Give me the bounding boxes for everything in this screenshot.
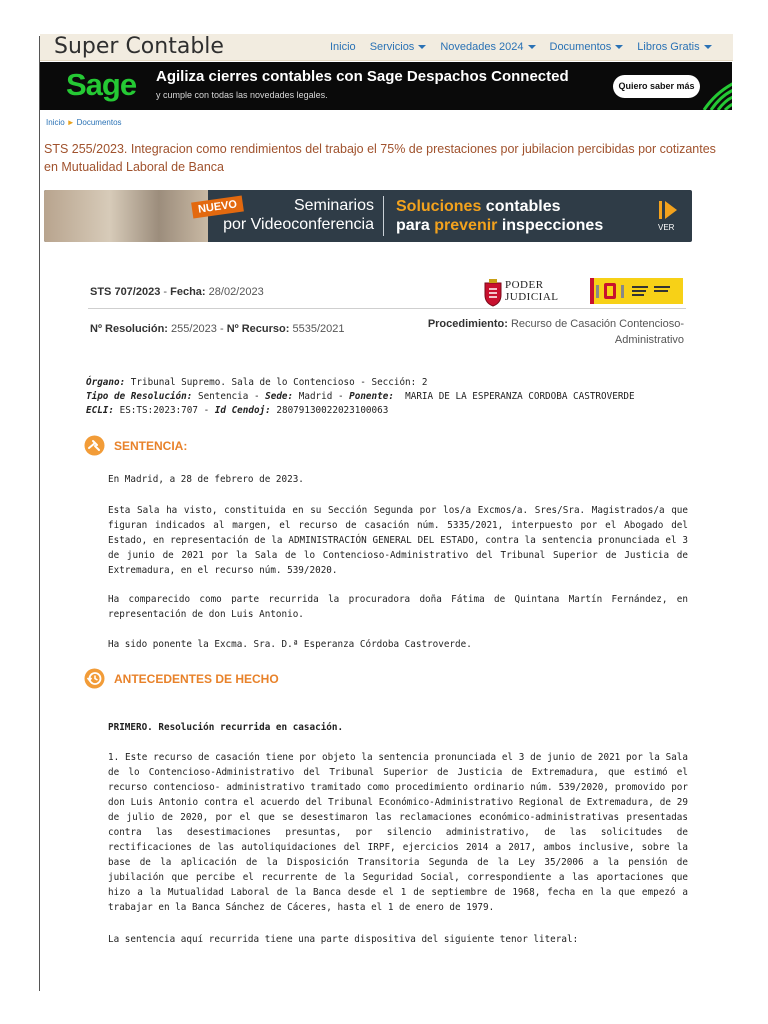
page-title: STS 255/2023. Integracion como rendimientos del trabajo el 75% de prestaciones por jubilacion percibidas por cotizantes en Mutualidad Laboral de Banca [44,142,716,174]
breadcrumb-documentos[interactable]: Documentos [76,118,122,127]
nav-documentos[interactable]: Documentos [550,41,624,53]
seminar-text-line1: Seminarios [293,197,374,214]
main-nav [330,41,726,53]
seminar-ver-button[interactable]: VER [658,223,675,232]
paragraph-comparecido: Ha comparecido como parte recurrida la procuradora doña Fátima de Quintana Martín Fernández, en representación de don Luis Antonio. [108,594,688,620]
gobierno-espana-logo [590,278,683,304]
section-sentencia [84,435,187,456]
decorative-stripes-icon [702,62,732,110]
paragraph-recurso-casacion: 1. Este recurso de casación tiene por objeto la sentencia pronunciada el 3 de junio de 2021 por la Sala de lo Contencioso-Administrativo del Tribunal Superior de Justicia de Extremadura, que estimó el recurso contencioso- administrativo tramitado como procedimiento ordinario núm. 539/2020, promovido por don Luis Antonio contra el acuerdo del Tribunal Económico-Administrativo Regional de Extremadura, de 29 de julio de 2020, por el que se desestimaron las reclamaciones económico-administrativas presentadas contra las desestimaciones presuntas, por silencio administrativo, de las solicitudes de rectificaciones de las autoliquidaciones del IRPF, ejercicios 2014 a 2017, ambos inclusive, sobre la base de la aplicación de la Disposición Transitoria Segunda de la Ley 35/2006 a la pensión de jubilación que percibe el recurrente de la Seguridad Social, correspondiente a las aportaciones que hizo a la Mutualidad Laboral de la Banca desde el 1 de septiembre de 1968, fecha en la que empezó a trabajar en la Banca Sánchez de Cáceres, hasta el 1 de enero de 1979. [108,752,688,913]
sage-cta-button[interactable]: Quiero saber más [613,75,700,98]
section-title: SENTENCIA: [114,438,188,453]
ficha-divider [88,308,686,309]
history-icon [84,668,105,689]
chevron-down-icon [528,45,536,49]
paragraph-fecha: En Madrid, a 28 de febrero de 2023. [108,474,304,485]
breadcrumb-separator-icon: ► [66,118,75,127]
site-logo[interactable]: Super Contable [54,34,224,59]
section-antecedentes [84,668,279,689]
spain-coat-of-arms-icon [590,278,683,304]
nav-libros-gratis[interactable]: Libros Gratis [637,41,711,53]
paragraph-ponente: Ha sido ponente la Excma. Sra. D.ª Esperanza Córdoba Castroverde. [108,639,472,650]
poder-judicial-crest-icon [481,279,505,307]
meta-tipo: Tipo de Resolución: Sentencia - Sede: Madrid - Ponente: MARIA DE LA ESPERANZA CORDOBA CASTROVERDE [86,391,635,402]
seminar-headline-line1: Soluciones contables [396,198,561,215]
breadcrumb [46,118,122,127]
poder-judicial-logo: PODER JUDICIAL [505,279,559,303]
meta-ecli: ECLI: ES:TS:2023:707 - Id Cendoj: 28079130022023100063 [86,405,389,416]
play-icon[interactable] [658,200,678,220]
chevron-down-icon [615,45,623,49]
top-nav-bar [40,34,733,61]
chevron-down-icon [704,45,712,49]
gavel-icon [84,435,105,456]
page-left-border [39,36,40,991]
sage-ad-title: Agiliza cierres contables con Sage Despachos Connected [156,68,569,85]
seminar-headline-line2: para prevenir inspecciones [396,217,604,234]
ficha-procedimiento: Procedimiento: Recurso de Casación Contencioso-Administrativo [427,318,684,346]
seminar-text-line2: por Videoconferencia [223,216,374,233]
nav-novedades[interactable]: Novedades 2024 [440,41,535,53]
document-metadata [86,376,635,418]
meta-organo: Órgano: Tribunal Supremo. Sala de lo Contencioso - Sección: 2 [86,377,428,388]
ficha-resolucion-recurso: Nº Resolución: 255/2023 - Nº Recurso: 5535/2021 [90,323,345,335]
paragraph-sala: Esta Sala ha visto, constituida en su Sección Segunda por los/a Excmos/a. Sres/Sra. Magistrados/a que figuran indicados al margen, el recurso de casación núm. 5335/2021, interpuesto por el Abogado del Estado, en representación de la ADMINISTRACIÓN GENERAL DEL ESTADO, contra la sentencia pronunciada el 3 de junio de 2021 por la Sala de lo Contencioso-Administrativo del Tribunal Superior de Justicia de Extremadura, en el recurso núm. 539/2020. [108,505,688,576]
paragraph-parte-dispositiva: La sentencia aquí recurrida tiene una parte dispositiva del siguiente tenor literal: [108,934,579,945]
sage-ad-subtitle: y cumple con todas las novedades legales. [156,90,328,100]
seminar-ad-banner[interactable] [44,190,692,242]
chevron-down-icon [418,45,426,49]
nav-inicio[interactable]: Inicio [330,41,356,53]
paragraph-primero-heading: PRIMERO. Resolución recurrida en casación. [108,722,344,733]
section-title: ANTECEDENTES DE HECHO [114,671,279,686]
nav-servicios[interactable]: Servicios [370,41,427,53]
seminar-divider [383,196,384,236]
sage-ad-banner[interactable] [40,62,732,110]
ficha-sts-fecha: STS 707/2023 - Fecha: 28/02/2023 [90,286,264,298]
seminar-photo [44,190,208,242]
nuevo-badge: NUEVO [191,196,244,219]
sage-logo: Sage [66,67,137,102]
breadcrumb-inicio[interactable]: Inicio [46,118,65,127]
